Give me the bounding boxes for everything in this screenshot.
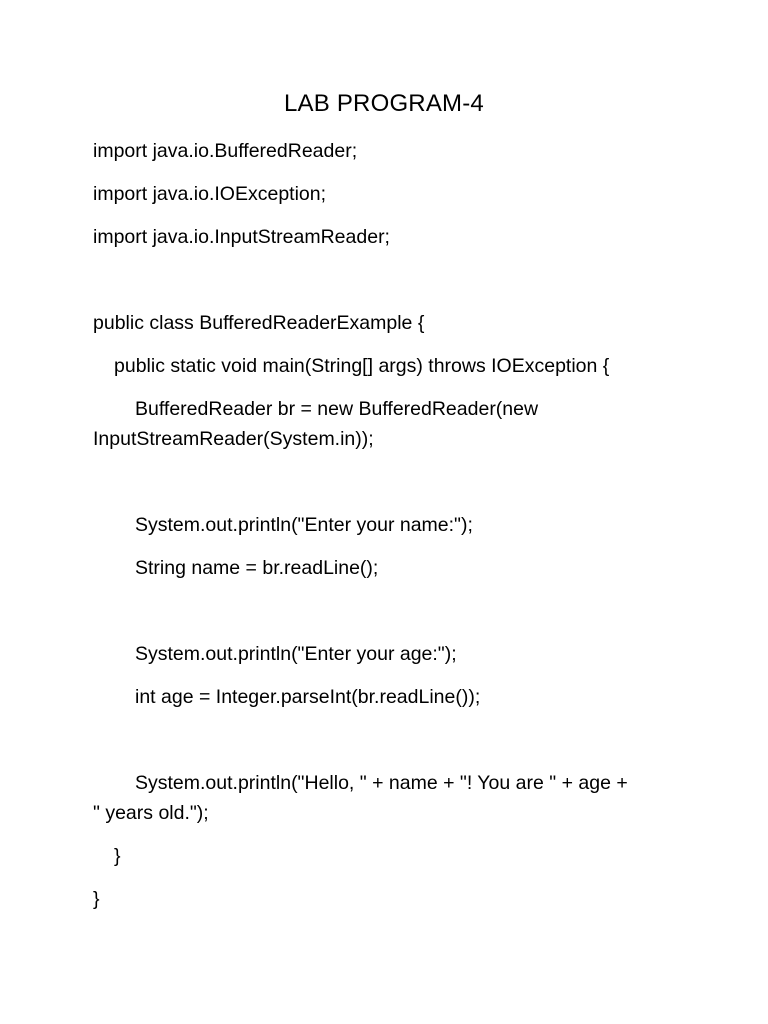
code-line-read-age: int age = Integer.parseInt(br.readLine()); [135,686,481,708]
code-line-import-ioexception: import java.io.IOException; [93,183,327,205]
code-line-class-declaration: public class BufferedReaderExample { [93,312,425,334]
code-line-reader-declaration-cont: InputStreamReader(System.in)); [93,428,374,450]
code-line-print-greeting: System.out.println("Hello, " + name + "! You are " + age + [135,772,628,794]
page-title: LAB PROGRAM-4 [284,90,484,117]
code-line-print-greeting-cont: " years old."); [93,802,209,824]
code-line-class-close: } [93,888,100,910]
code-line-prompt-name: System.out.println("Enter your name:"); [135,514,473,536]
code-line-method-close: } [114,845,121,867]
code-line-read-name: String name = br.readLine(); [135,557,379,579]
code-line-import-inputstreamreader: import java.io.InputStreamReader; [93,226,390,248]
code-line-import-bufferedreader: import java.io.BufferedReader; [93,140,358,162]
code-line-main-method: public static void main(String[] args) throws IOException { [114,355,610,377]
code-line-reader-declaration: BufferedReader br = new BufferedReader(new [135,398,539,420]
code-line-prompt-age: System.out.println("Enter your age:"); [135,643,457,665]
